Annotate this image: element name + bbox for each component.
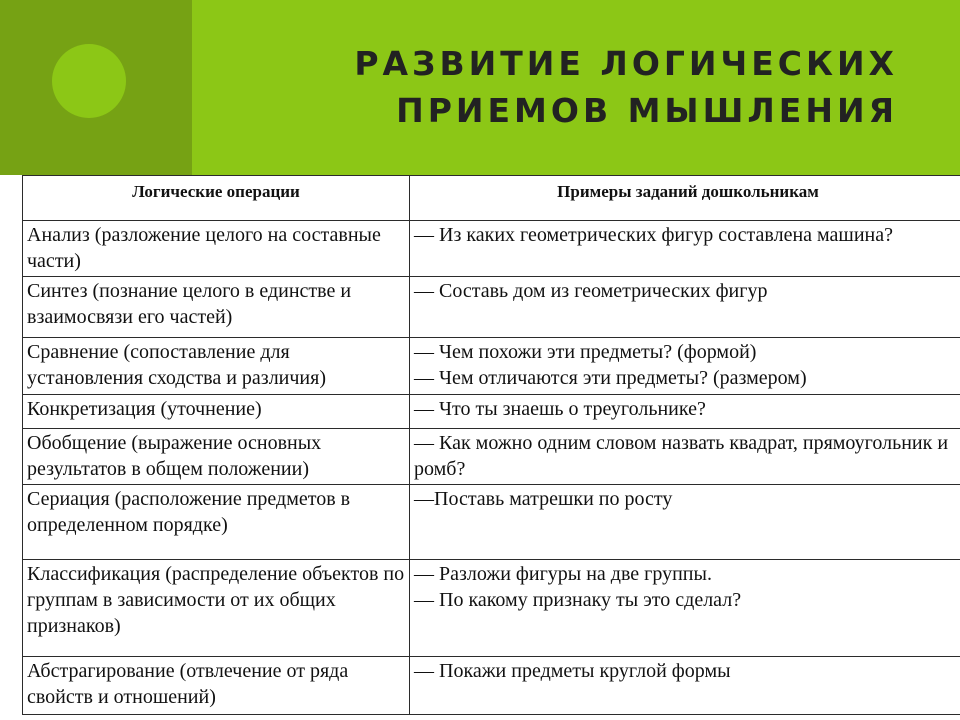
examples-cell — [410, 560, 960, 657]
operation-cell: Абстрагирование (отвлечение от ряда свойств и отношений) — [23, 657, 410, 715]
table-row — [23, 429, 960, 485]
example-line: — Разложи фигуры на две группы. — [414, 563, 712, 585]
header-band — [0, 0, 960, 175]
example-line: — Чем отличаются эти предметы? (размером) — [414, 367, 807, 389]
example-line: —Поставь матрешки по росту — [414, 488, 673, 510]
table-row — [23, 395, 960, 429]
operation-cell: Классификация (распределение объектов по группам в зависимости от их общих признаков) — [23, 560, 410, 657]
operations-table — [22, 175, 960, 715]
examples-cell — [410, 277, 960, 338]
examples-cell — [410, 429, 960, 485]
operation-cell: Конкретизация (уточнение) — [23, 395, 410, 429]
title-line-2: ПРИЕМОВ МЫШЛЕНИЯ — [396, 91, 898, 130]
example-line: — Составь дом из геометрических фигур — [414, 280, 768, 302]
table-row — [23, 485, 960, 560]
column-header-operations: Логические операции — [23, 176, 410, 221]
operation-cell: Анализ (разложение целого на составные части) — [23, 221, 410, 277]
example-line: — Чем похожи эти предметы? (формой) — [414, 341, 757, 363]
examples-cell — [410, 221, 960, 277]
page-title — [354, 40, 898, 134]
example-line: — Из каких геометрических фигур составлена машина? — [414, 224, 893, 246]
examples-cell — [410, 657, 960, 715]
example-line: — Что ты знаешь о треугольнике? — [414, 398, 706, 420]
title-line-1: РАЗВИТИЕ ЛОГИЧЕСКИХ — [354, 44, 898, 83]
column-header-examples: Примеры заданий дошкольникам — [410, 176, 960, 221]
example-line: — Как можно одним словом назвать квадрат, прямоугольник и ромб? — [414, 432, 949, 480]
table-header-row — [23, 176, 960, 221]
decorative-circle — [52, 44, 126, 118]
operation-cell: Сравнение (сопоставление для установления сходства и различия) — [23, 338, 410, 395]
table-row — [23, 338, 960, 395]
examples-cell — [410, 338, 960, 395]
example-line: — Покажи предметы круглой формы — [414, 660, 731, 682]
table-row — [23, 221, 960, 277]
example-line: — По какому признаку ты это сделал? — [414, 589, 742, 611]
table-row — [23, 277, 960, 338]
examples-cell — [410, 395, 960, 429]
operation-cell: Синтез (познание целого в единстве и взаимосвязи его частей) — [23, 277, 410, 338]
header-accent-block — [0, 0, 192, 175]
table-row — [23, 657, 960, 715]
operation-cell: Обобщение (выражение основных результатов в общем положении) — [23, 429, 410, 485]
operation-cell: Сериация (расположение предметов в определенном порядке) — [23, 485, 410, 560]
examples-cell — [410, 485, 960, 560]
table-row — [23, 560, 960, 657]
